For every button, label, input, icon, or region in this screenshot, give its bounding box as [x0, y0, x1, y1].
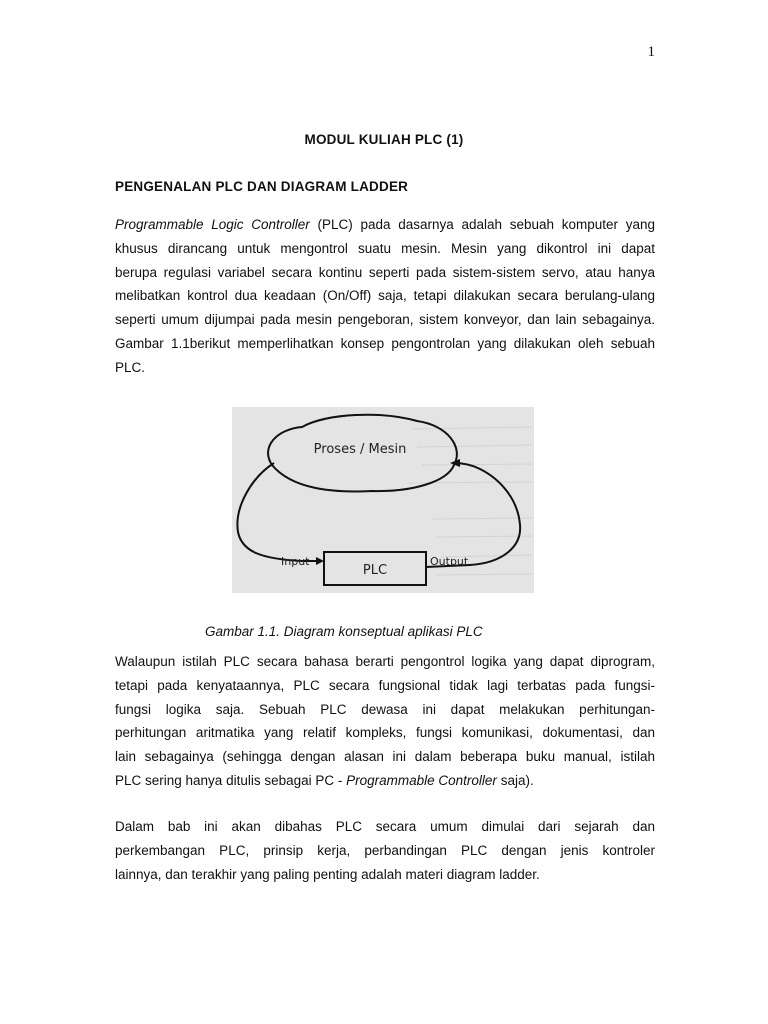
italic-term: Programmable Controller	[346, 772, 497, 788]
paragraph-line: fungsi logika saja. Sebuah PLC dewasa ini dapat melakukan perhitungan-	[115, 701, 655, 717]
output-arrow-icon	[450, 459, 460, 467]
section-heading: PENGENALAN PLC DAN DIAGRAM LADDER	[115, 179, 409, 194]
plc-concept-diagram	[232, 407, 534, 593]
paragraph-line: Dalam bab ini akan dibahas PLC secara umum dimulai dari sejarah dan	[115, 819, 655, 834]
input-loop-line	[237, 463, 316, 561]
intro-paragraph	[115, 213, 655, 380]
paragraph-line: berupa regulasi variabel secara kontinu seperti pada sistem-sistem servo, atau hanya	[115, 264, 655, 280]
output-label: Output	[430, 555, 469, 568]
input-label: Input	[281, 555, 310, 568]
paragraph-line: PLC sering hanya ditulis sebagai PC - Programmable Controller saja).	[115, 772, 534, 788]
plc-label: PLC	[362, 563, 388, 578]
paragraph-line: lain sebagainya (sehingga dengan alasan ini dalam beberapa buku manual, istilah	[115, 749, 655, 765]
paragraph-line: Gambar 1.1berikut memperlihatkan konsep pengontrolan yang dilakukan oleh sebuah	[115, 335, 655, 351]
input-arrow-icon	[316, 557, 324, 565]
figure-caption: Gambar 1.1. Diagram konseptual aplikasi PLC	[205, 624, 483, 639]
paragraph-line: khusus dirancang untuk mengontrol suatu mesin. Mesin yang dikontrol ini dapat	[115, 240, 655, 256]
paragraph-line: Programmable Logic Controller (PLC) pada dasarnya adalah sebuah komputer yang	[115, 217, 655, 232]
third-paragraph	[115, 815, 655, 886]
paragraph-line: perhitungan aritmatika yang relatif kompleks, fungsi komunikasi, dokumentasi, dan	[115, 725, 655, 741]
page-number: 1	[647, 44, 655, 60]
paragraph-line: perkembangan PLC, prinsip kerja, perbandingan PLC dengan jenis kontroler	[115, 842, 655, 858]
paragraph-line: PLC.	[115, 359, 146, 375]
paragraph-line: Walaupun istilah PLC secara bahasa berarti pengontrol logika yang dapat diprogram,	[115, 654, 655, 669]
process-label: Proses / Mesin	[313, 442, 407, 457]
paragraph-line: melibatkan kontrol dua keadaan (On/Off) saja, tetapi dilakukan secara berulang-ulang	[115, 288, 655, 304]
paragraph-line: seperti umum dijumpai pada mesin pengeboran, sistem konveyor, dan lain sebagainya.	[115, 312, 655, 328]
document-title: MODUL KULIAH PLC (1)	[304, 132, 464, 147]
italic-term: Programmable Logic Controller	[115, 217, 310, 232]
diagram-svg	[232, 407, 534, 593]
second-paragraph	[115, 650, 655, 793]
paragraph-line: lainnya, dan terakhir yang paling penting adalah materi diagram ladder.	[115, 866, 540, 882]
paragraph-line: tetapi pada kenyataannya, PLC secara fungsional tidak lagi terbatas pada fungsi-	[115, 677, 655, 693]
